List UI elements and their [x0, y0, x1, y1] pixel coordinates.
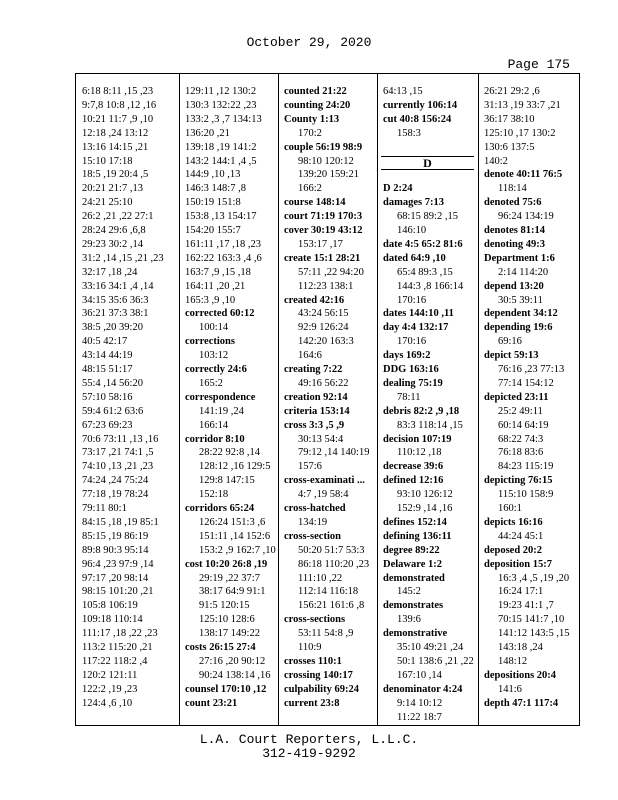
index-entry: 69:16: [498, 336, 522, 348]
index-entry: 146:3 148:7 ,8: [185, 183, 246, 195]
index-entry: 145:2: [397, 586, 421, 598]
index-entry: 130:6 137:5: [484, 141, 535, 153]
index-entry: 160:1: [498, 503, 522, 514]
index-entry: cover 30:19 43:12: [284, 225, 363, 236]
index-entry: 97:17 ,20 98:14: [82, 572, 149, 584]
index-entry: cost 10:20 26:8 ,19: [185, 558, 268, 570]
index-entry: 6:18 8:11 ,15 ,23: [82, 86, 154, 97]
index-entry: 143:2 144:1 ,4 ,5: [185, 155, 257, 167]
index-entry: 65:4 89:3 ,15: [397, 266, 453, 278]
index-entry: 130:3 132:22 ,23: [185, 99, 257, 111]
index-entry: denominator 4:24: [383, 683, 463, 695]
index-entry: 153:8 ,13 154:17: [185, 211, 257, 223]
index-entry: 16:3 ,4 ,5 ,19 ,20: [498, 572, 570, 584]
index-entry: 139:18 ,19 141:2: [185, 141, 257, 153]
index-entry: 152:18: [199, 489, 229, 501]
index-entry: 79:11 80:1: [82, 503, 127, 514]
index-entry: 151:11 ,14 152:6: [199, 530, 271, 542]
index-entry: deposition 15:7: [484, 558, 552, 570]
index-entry: denote 40:11 76:5: [484, 169, 563, 181]
index-entry: 50:1 138:6 ,21 ,22: [397, 655, 474, 667]
index-entry: 70:6 73:11 ,13 ,16: [82, 433, 159, 445]
index-entry: 111:17 ,18 ,22 ,23: [82, 628, 158, 640]
index-entry: 112:23 138:1: [298, 280, 354, 292]
index-entry: 31:13 ,19 33:7 ,21: [484, 99, 561, 111]
index-entry: depicted 23:11: [484, 391, 549, 403]
index-entry: 98:10 120:12: [298, 155, 354, 167]
index-entry: depositions 20:4: [484, 669, 557, 681]
index-entry: 170:16: [397, 336, 427, 348]
index-entry: corrections: [185, 336, 235, 348]
index-entry: 167:10 ,14: [397, 669, 442, 681]
index-entry: 139:20 159:21: [298, 169, 359, 181]
index-entry: 73:17 ,21 74:1 ,5: [82, 447, 154, 459]
index-entry: 90:24 138:14 ,16: [199, 669, 271, 681]
index-entry: 31:2 ,14 ,15 ,21 ,23: [82, 252, 164, 264]
index-entry: depicting 76:15: [484, 475, 553, 487]
index-entry: corridor 8:10: [185, 433, 245, 445]
index-entry: 57:10 58:16: [82, 391, 133, 403]
index-entry: created 42:16: [284, 294, 345, 306]
index-column-1: [76, 74, 180, 725]
index-entry: 117:22 118:2 ,4: [82, 655, 148, 667]
index-entry: 55:4 ,14 56:20: [82, 377, 143, 389]
index-entry: 161:11 ,17 ,18 ,23: [185, 238, 262, 250]
index-entry: crosses 110:1: [284, 655, 342, 667]
index-entry: 125:10 128:6: [199, 614, 255, 626]
index-entry: 96:4 ,23 97:9 ,14: [82, 558, 154, 570]
index-entry: 13:16 14:15 ,21: [82, 141, 149, 153]
index-column-5: [478, 74, 581, 725]
index-entry: 50:20 51:7 53:3: [298, 544, 365, 556]
index-entry: 158:3: [397, 127, 421, 139]
index-entry: 142:20 163:3: [298, 336, 354, 348]
index-entry: cut 40:8 156:24: [383, 113, 452, 125]
index-entry: 157:6: [298, 461, 322, 473]
index-column-2: [179, 74, 279, 725]
index-entry: 129:8 147:15: [199, 475, 255, 487]
index-entry: 49:16 56:22: [298, 377, 349, 389]
index-entry: 78:11: [397, 391, 421, 403]
index-entry: 152:9 ,14 ,16: [397, 503, 453, 514]
index-entry: 136:20 ,21: [185, 127, 230, 139]
index-entry: 144:3 ,8 166:14: [397, 280, 464, 292]
index-entry: 126:24 151:3 ,6: [199, 516, 266, 528]
index-entry: D 2:24: [383, 183, 413, 195]
index-entry: 9:7,8 10:8 ,12 ,16: [82, 99, 157, 111]
index-entry: 57:11 ,22 94:20: [298, 266, 364, 278]
index-entry: 12:18 ,24 13:12: [82, 127, 149, 139]
index-entry: 166:14: [199, 419, 229, 431]
index-entry: 92:9 126:24: [298, 322, 349, 334]
index-entry: correctly 24:6: [185, 364, 247, 375]
page-number: Page 175: [507, 57, 570, 72]
index-entry: 141:12 143:5 ,15: [498, 628, 570, 640]
index-entry: day 4:4 132:17: [383, 322, 449, 334]
index-entry: 34:15 35:6 36:3: [82, 294, 149, 306]
index-entry: 26:2 ,21 ,22 27:1: [82, 211, 154, 223]
index-entry: court 71:19 170:3: [284, 211, 363, 223]
index-entry: depend 13:20: [484, 280, 544, 292]
index-entry: defines 152:14: [383, 516, 447, 528]
index-entry: 163:7 ,9 ,15 ,18: [185, 266, 251, 278]
index-entry: 89:8 90:3 95:14: [82, 544, 149, 556]
index-entry: 110:12 ,18: [397, 447, 442, 459]
index-entry: debris 82:2 ,9 ,18: [383, 405, 460, 417]
index-entry: 35:10 49:21 ,24: [397, 642, 464, 653]
index-entry: 109:18 110:14: [82, 614, 143, 626]
index-entry: 16:24 17:1: [498, 586, 544, 598]
index-entry: 133:2 ,3 ,7 134:13: [185, 113, 262, 125]
index-entry: 105:8 106:19: [82, 600, 138, 612]
index-entry: degree 89:22: [383, 544, 440, 556]
index-entry: denotes 81:14: [484, 225, 545, 236]
index-entry: 76:16 ,23 77:13: [498, 364, 565, 375]
index-entry: 25:2 49:11: [498, 405, 543, 417]
index-entry: DDG 163:16: [383, 364, 439, 375]
index-entry: creating 7:22: [284, 364, 343, 375]
index-entry: 28:24 29:6 ,6,8: [82, 225, 146, 236]
index-entry: 112:14 116:18: [298, 586, 359, 598]
index-entry: 134:19: [298, 516, 328, 528]
index-entry: 140:2: [484, 155, 508, 167]
index-entry: date 4:5 65:2 81:6: [383, 238, 463, 250]
footer-company: L.A. Court Reporters, L.L.C.: [199, 732, 419, 747]
index-entry: 115:10 158:9: [498, 489, 554, 501]
index-entry: 19:23 41:1 ,7: [498, 600, 554, 612]
index-entry: 30:5 39:11: [498, 294, 543, 306]
index-entry: 70:15 141:7 ,10: [498, 614, 565, 626]
index-entry: 118:14: [498, 183, 527, 195]
index-entry: 111:10 ,22: [298, 572, 343, 584]
index-entry: 29:19 ,22 37:7: [199, 572, 260, 584]
index-entry: crossing 140:17: [284, 669, 353, 681]
index-entry: 113:2 115:20 ,21: [82, 642, 153, 653]
index-entry: 18:5 ,19 20:4 ,5: [82, 169, 149, 181]
index-entry: cross-hatched: [284, 503, 346, 514]
index-entry: 9:14 10:12: [397, 697, 443, 709]
index-entry: 153:17 ,17: [298, 238, 343, 250]
index-entry: 128:12 ,16 129:5: [199, 461, 271, 473]
index-entry: 48:15 51:17: [82, 364, 133, 375]
index-entry: 68:15 89:2 ,15: [397, 211, 458, 223]
index-entry: denoting 49:3: [484, 238, 545, 250]
index-entry: decision 107:19: [383, 433, 452, 445]
index-entry: dependent 34:12: [484, 308, 558, 320]
index-entry: 141:19 ,24: [199, 405, 244, 417]
index-entry: denoted 75:6: [484, 197, 542, 209]
index-entry: decrease 39:6: [383, 461, 444, 473]
index-entry: 79:12 ,14 140:19: [298, 447, 370, 459]
index-entry: deposed 20:2: [484, 544, 543, 556]
index-entry: 93:10 126:12: [397, 489, 453, 501]
index-entry: 27:16 ,20 90:12: [199, 655, 266, 667]
index-entry: 77:14 154:12: [498, 377, 554, 389]
index-column-3: [278, 74, 378, 725]
index-entry: count 23:21: [185, 697, 238, 709]
index-entry: 124:4 ,6 ,10: [82, 697, 133, 709]
index-entry: 74:24 ,24 75:24: [82, 475, 149, 487]
index-entry: demonstrative: [383, 628, 448, 640]
index-entry: depending 19:6: [484, 322, 553, 334]
index-entry: currently 106:14: [383, 99, 458, 111]
index-entry: 156:21 161:6 ,8: [298, 600, 365, 612]
index-entry: 43:14 44:19: [82, 350, 133, 362]
index-entry: 28:22 92:8 ,14: [199, 447, 260, 459]
index-entry: cross-examinati ...: [284, 475, 365, 487]
index-entry: course 148:14: [284, 197, 346, 209]
index-entry: 30:13 54:4: [298, 433, 344, 445]
index-entry: cross 3:3 ,5 ,9: [284, 419, 345, 431]
index-entry: 84:23 115:19: [498, 461, 554, 473]
index-frame: [75, 73, 580, 726]
index-entry: 44:24 45:1: [498, 530, 544, 542]
index-entry: dealing 75:19: [383, 377, 443, 389]
index-entry: 170:16: [397, 294, 427, 306]
index-entry: 33:16 34:1 ,4 ,14: [82, 280, 154, 292]
index-entry: cross-section: [284, 530, 341, 542]
index-entry: 43:24 56:15: [298, 308, 349, 320]
index-entry: 38:17 64:9 91:1: [199, 586, 266, 598]
index-entry: 96:24 134:19: [498, 211, 554, 223]
index-entry: 60:14 64:19: [498, 419, 549, 431]
index-entry: defined 12:16: [383, 475, 444, 487]
index-entry: current 23:8: [284, 697, 340, 709]
index-entry: 162:22 163:3 ,4 ,6: [185, 252, 262, 264]
footer-phone: 312-419-9292: [262, 746, 356, 761]
index-entry: 38:5 ,20 39:20: [82, 322, 143, 334]
index-entry: 120:2 121:11: [82, 669, 138, 681]
index-entry: corridors 65:24: [185, 503, 255, 514]
index-entry: 144:9 ,10 ,13: [185, 169, 241, 181]
index-entry: 100:14: [199, 322, 229, 334]
index-entry: create 15:1 28:21: [284, 252, 361, 264]
index-entry: Delaware 1:2: [383, 558, 442, 570]
index-entry: 139:6: [397, 614, 421, 626]
index-entry: cross-sections: [284, 614, 346, 626]
index-entry: depth 47:1 117:4: [484, 697, 559, 709]
header-date: October 29, 2020: [246, 35, 372, 50]
index-entry: 146:10: [397, 225, 427, 236]
index-entry: 24:21 25:10: [82, 197, 133, 209]
index-entry: counsel 170:10 ,12: [185, 683, 267, 695]
index-entry: 125:10 ,17 130:2: [484, 127, 556, 139]
index-entry: 98:15 101:20 ,21: [82, 586, 154, 598]
index-entry: 141:6: [498, 683, 522, 695]
index-entry: 59:4 61:2 63:6: [82, 405, 144, 417]
index-entry: correspondence: [185, 391, 256, 403]
index-entry: depict 59:13: [484, 350, 539, 362]
index-entry: 150:19 151:8: [185, 197, 241, 209]
index-entry: 91:5 120:15: [199, 600, 250, 612]
index-entry: 77:18 ,19 78:24: [82, 489, 149, 501]
index-entry: 84:15 ,18 ,19 85:1: [82, 516, 159, 528]
index-entry: criteria 153:14: [284, 405, 350, 417]
index-entry: 129:11 ,12 130:2: [185, 86, 257, 97]
index-entry: 86:18 110:20 ,23: [298, 558, 370, 570]
index-entry: 170:2: [298, 127, 322, 139]
index-entry: depicts 16:16: [484, 516, 543, 528]
index-entry: demonstrated: [383, 572, 445, 584]
index-entry: [381, 169, 474, 170]
index-entry: damages 7:13: [383, 197, 444, 209]
index-entry: 103:12: [199, 350, 229, 362]
index-entry: dates 144:10 ,11: [383, 308, 454, 320]
index-entry: 20:21 21:7 ,13: [82, 183, 143, 195]
index-entry: culpability 69:24: [284, 683, 359, 695]
index-entry: 110:9: [298, 642, 322, 653]
index-entry: 165:2: [199, 377, 223, 389]
index-entry: 68:22 74:3: [498, 433, 544, 445]
index-entry: 67:23 69:23: [82, 419, 133, 431]
index-entry: dated 64:9 ,10: [383, 252, 446, 264]
index-entry: 36:17 38:10: [484, 113, 535, 125]
index-entry: 40:5 42:17: [82, 336, 128, 348]
index-entry: 26:21 29:2 ,6: [484, 86, 540, 97]
index-entry: counted 21:22: [284, 86, 347, 97]
index-entry: 76:18 83:6: [498, 447, 544, 459]
index-entry: 74:10 ,13 ,21 ,23: [82, 461, 154, 473]
index-entry: 83:3 118:14 ,15: [397, 419, 463, 431]
index-entry: defining 136:11: [383, 530, 452, 542]
index-entry: 143:18 ,24: [498, 642, 543, 653]
index-entry: 64:13 ,15: [383, 86, 423, 97]
index-entry: costs 26:15 27:4: [185, 642, 256, 653]
index-entry: 11:22 18:7: [397, 711, 442, 723]
index-entry: 32:17 ,18 ,24: [82, 266, 138, 278]
index-column-4: [377, 74, 479, 725]
index-entry: 154:20 155:7: [185, 225, 241, 236]
index-entry: 2:14 114:20: [498, 266, 549, 278]
index-entry: 138:17 149:22: [199, 628, 260, 640]
index-entry: couple 56:19 98:9: [284, 141, 363, 153]
index-entry: 85:15 ,19 86:19: [82, 530, 149, 542]
index-entry: 153:2 ,9 162:7 ,10: [199, 544, 276, 556]
index-entry: demonstrates: [383, 600, 444, 612]
index-entry: 164:6: [298, 350, 322, 362]
index-entry: Department 1:6: [484, 252, 555, 264]
index-entry: counting 24:20: [284, 99, 351, 111]
index-entry: 166:2: [298, 183, 322, 195]
index-entry: 164:11 ,20 ,21: [185, 280, 246, 292]
index-entry: 148:12: [498, 655, 528, 667]
index-entry: 29:23 30:2 ,14: [82, 238, 143, 250]
index-entry: creation 92:14: [284, 391, 348, 403]
index-entry: 36:21 37:3 38:1: [82, 308, 149, 320]
section-letter: D: [381, 156, 474, 169]
index-entry: 165:3 ,9 ,10: [185, 294, 236, 306]
index-entry: 4:7 ,19 58:4: [298, 489, 349, 501]
index-entry: 122:2 ,19 ,23: [82, 683, 138, 695]
index-entry: 53:11 54:8 ,9: [298, 628, 354, 640]
index-entry: 15:10 17:18: [82, 155, 133, 167]
index-entry: corrected 60:12: [185, 308, 255, 320]
index-entry: days 169:2: [383, 350, 431, 362]
index-entry: County 1:13: [284, 113, 340, 125]
index-entry: 10:21 11:7 ,9 ,10: [82, 113, 154, 125]
